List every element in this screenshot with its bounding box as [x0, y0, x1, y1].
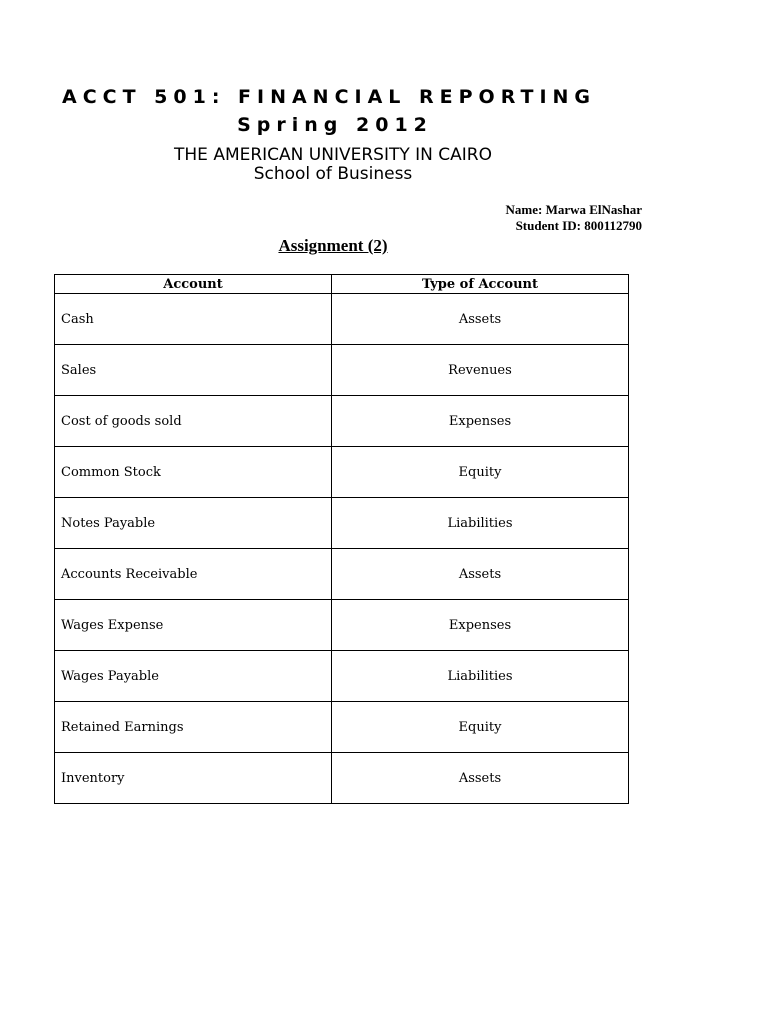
account-cell: Cost of goods sold — [55, 396, 332, 447]
type-cell: Liabilities — [332, 651, 629, 702]
type-cell: Assets — [332, 549, 629, 600]
table-row — [55, 753, 629, 804]
course-title: ACCT 501: FINANCIAL REPORTING — [61, 86, 597, 108]
type-cell: Equity — [332, 702, 629, 753]
student-name: Name: Marwa ElNashar — [505, 202, 642, 217]
table-row — [55, 498, 629, 549]
account-cell: Wages Expense — [55, 600, 332, 651]
school-name: School of Business — [253, 164, 413, 184]
type-cell: Equity — [332, 447, 629, 498]
column-header-type: Type of Account — [332, 275, 629, 294]
assignment-title: Assignment (2) — [278, 236, 388, 255]
account-cell: Wages Payable — [55, 651, 332, 702]
account-cell: Sales — [55, 345, 332, 396]
student-info — [506, 202, 642, 234]
table-row — [55, 549, 629, 600]
table-header-row — [55, 275, 629, 294]
account-cell: Notes Payable — [55, 498, 332, 549]
type-cell: Expenses — [332, 600, 629, 651]
account-cell: Accounts Receivable — [55, 549, 332, 600]
account-cell: Cash — [55, 294, 332, 345]
table-row — [55, 345, 629, 396]
table-row — [55, 651, 629, 702]
term-title: Spring 2012 — [237, 114, 433, 136]
table-row — [55, 447, 629, 498]
type-cell: Assets — [332, 294, 629, 345]
table-row — [55, 294, 629, 345]
type-cell: Assets — [332, 753, 629, 804]
table-row — [55, 396, 629, 447]
type-cell: Expenses — [332, 396, 629, 447]
table-row — [55, 600, 629, 651]
table-row — [55, 702, 629, 753]
account-cell: Inventory — [55, 753, 332, 804]
account-cell: Common Stock — [55, 447, 332, 498]
type-cell: Liabilities — [332, 498, 629, 549]
student-id: Student ID: 800112790 — [515, 218, 642, 233]
column-header-account: Account — [55, 275, 332, 294]
accounts-table — [54, 274, 629, 804]
type-cell: Revenues — [332, 345, 629, 396]
university-name: THE AMERICAN UNIVERSITY IN CAIRO — [174, 145, 492, 165]
account-cell: Retained Earnings — [55, 702, 332, 753]
